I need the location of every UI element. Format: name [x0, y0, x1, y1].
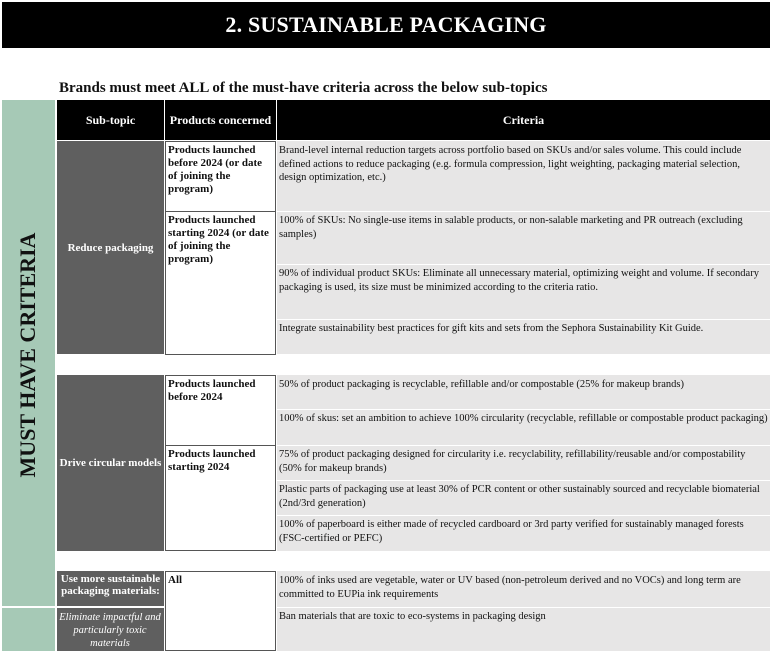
- col-header-subtopic: Sub-topic: [57, 100, 164, 140]
- side-label: MUST HAVE CRITERIA: [15, 232, 40, 478]
- products-cell: Products launched before 2024 (or date of joining the program): [165, 141, 276, 212]
- col-header-products: Products concerned: [165, 100, 276, 140]
- subtopic-reduce-packaging: Reduce packaging: [57, 141, 164, 354]
- col-header-criteria: Criteria: [277, 100, 770, 140]
- row-divider: [277, 319, 770, 320]
- criteria-cell: 50% of product packaging is recyclable, refillable and/or compostable (25% for makeup brands): [277, 375, 770, 409]
- criteria-cell: 100% of skus: set an ambition to achieve 100% circularity (recyclable, refillable or compostable product packaging): [277, 409, 770, 445]
- criteria-cell: 100% of SKUs: No single-use items in salable products, or non-salable marketing and PR outreach (excluding samples): [277, 211, 770, 264]
- intro-text: Brands must meet ALL of the must-have criteria across the below sub-topics: [59, 80, 548, 96]
- subtopic-sustainable-materials: Use more sustainable packaging materials:: [57, 571, 164, 606]
- criteria-cell: Integrate sustainability best practices for gift kits and sets from the Sephora Sustainability Kit Guide.: [277, 319, 770, 354]
- criteria-cell: 90% of individual product SKUs: Eliminate all unnecessary material, optimizing weight and volume. If secondary packaging is used, its size must be minimized according to the criteria ratio.: [277, 264, 770, 319]
- page-title: 2. SUSTAINABLE PACKAGING: [2, 2, 770, 48]
- side-divider: [2, 606, 55, 608]
- row-divider: [277, 264, 770, 265]
- row-divider: [277, 607, 770, 608]
- products-cell: Products launched starting 2024: [165, 445, 276, 551]
- criteria-cell: 75% of product packaging designed for circularity i.e. recyclability, refillability/reusable and/or compostability (50% for makeup brands): [277, 445, 770, 480]
- row-divider: [277, 480, 770, 481]
- products-cell: Products launched before 2024: [165, 375, 276, 446]
- subtopic-note: Eliminate impactful and particularly toxic materials: [59, 612, 161, 649]
- row-divider: [277, 445, 770, 446]
- criteria-cell: Brand-level internal reduction targets across portfolio based on SKUs and/or sales volume. This could include defined actions to reduce packaging (e.g. formula compression, light weighting, packaging material selection, design optimization, etc.): [277, 141, 770, 211]
- row-divider: [277, 515, 770, 516]
- products-cell: All: [165, 571, 276, 651]
- criteria-cell: Ban materials that are toxic to eco-systems in packaging design: [277, 607, 770, 651]
- criteria-cell: 100% of paperboard is either made of recycled cardboard or 3rd party verified for sustainably managed forests (FSC-certified or PEFC): [277, 515, 770, 551]
- subtopic-drive-circular-models: Drive circular models: [57, 375, 164, 551]
- products-cell: Products launched starting 2024 (or date of joining the program): [165, 211, 276, 355]
- row-divider: [277, 409, 770, 410]
- criteria-cell: 100% of inks used are vegetable, water or UV based (non-petroleum derived and no VOCs) and long term are committed to EUPia ink requirements: [277, 571, 770, 607]
- row-divider: [277, 211, 770, 212]
- criteria-cell: Plastic parts of packaging use at least 30% of PCR content or other sustainably sourced and recyclable biomaterial (2nd/3rd generation): [277, 480, 770, 515]
